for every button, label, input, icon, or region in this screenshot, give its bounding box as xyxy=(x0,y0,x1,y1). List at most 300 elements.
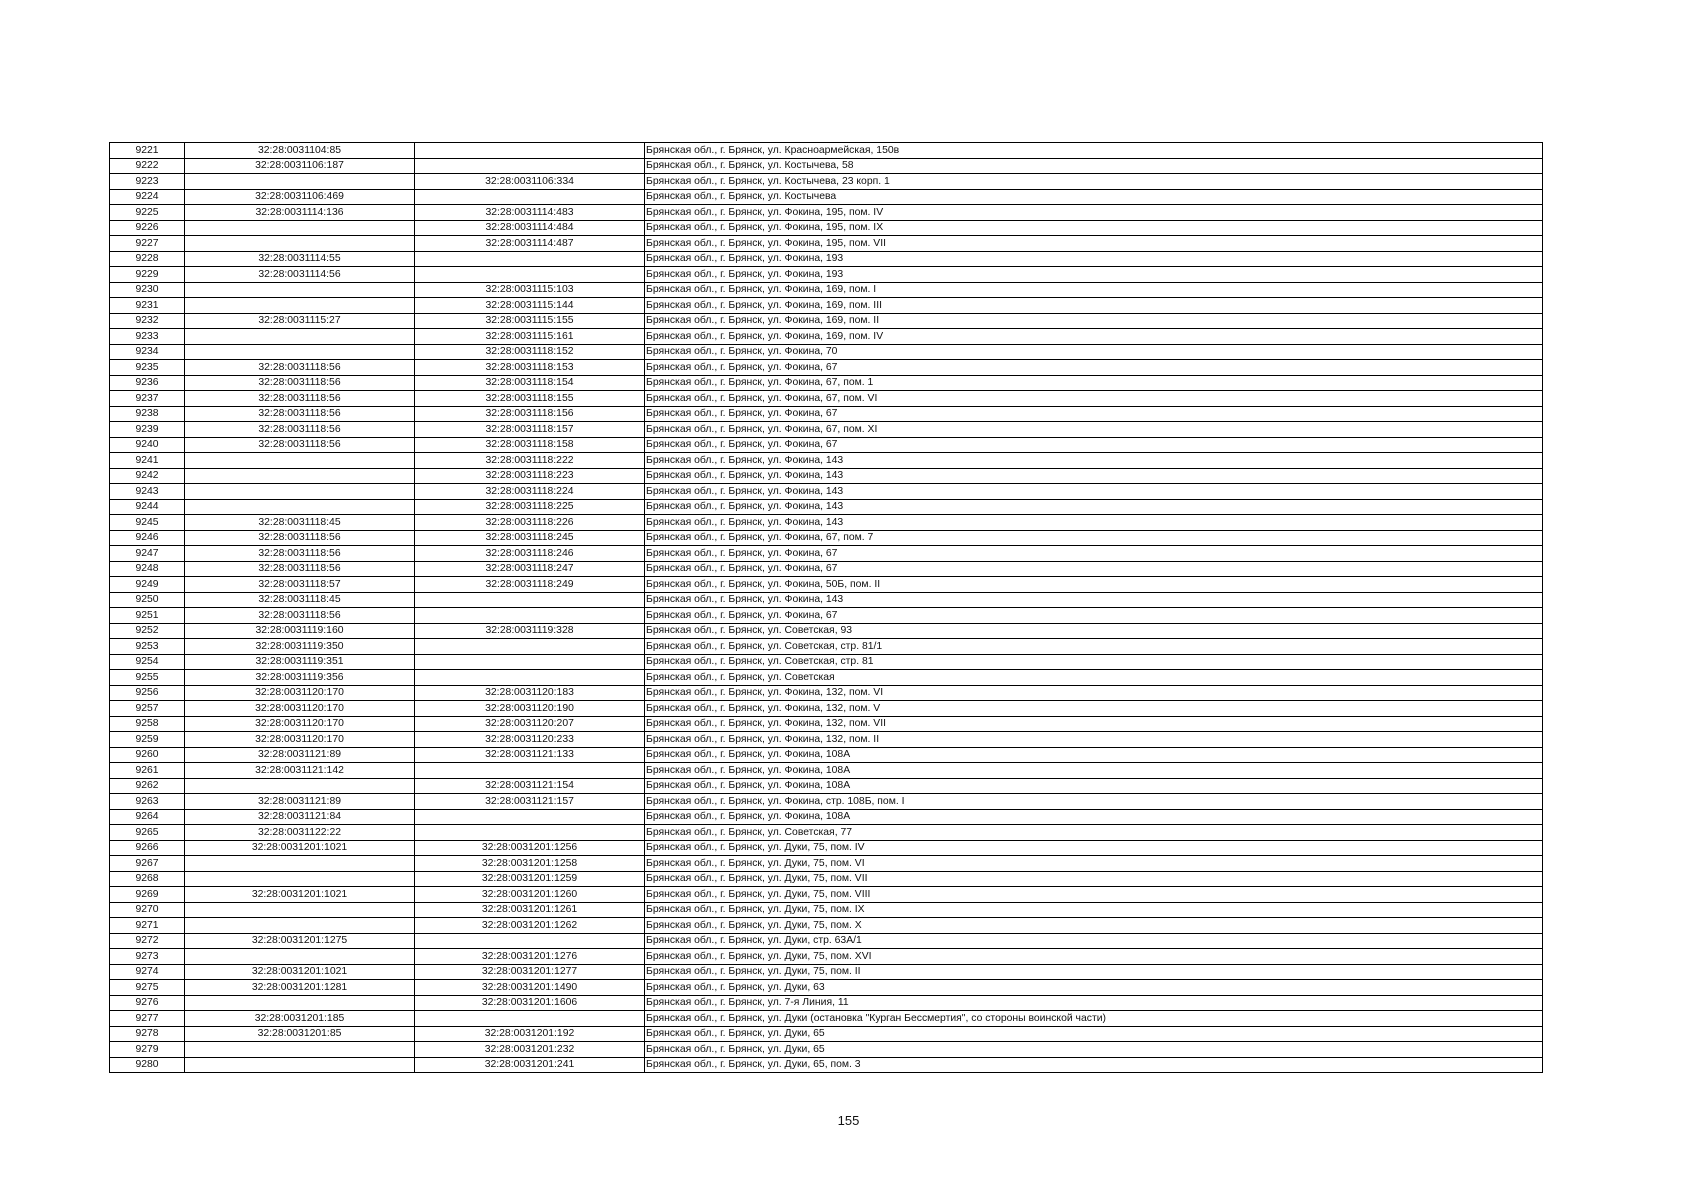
object-cadastral-cell: 32:28:0031115:161 xyxy=(415,329,645,345)
table-row xyxy=(110,437,1543,453)
address-cell: Брянская обл., г. Брянск, ул. Фокина, 143 xyxy=(645,515,1543,531)
row-number-cell: 9222 xyxy=(110,158,185,174)
parcel-cadastral-cell xyxy=(185,298,415,314)
object-cadastral-cell xyxy=(415,639,645,655)
address-cell: Брянская обл., г. Брянск, ул. Дуки, 75, пом. IX xyxy=(645,902,1543,918)
table-row xyxy=(110,313,1543,329)
table-row xyxy=(110,205,1543,221)
address-cell: Брянская обл., г. Брянск, ул. Фокина, 67, пом. 1 xyxy=(645,375,1543,391)
object-cadastral-cell: 32:28:0031106:334 xyxy=(415,174,645,190)
object-cadastral-cell: 32:28:0031119:328 xyxy=(415,623,645,639)
table-row xyxy=(110,685,1543,701)
object-cadastral-cell: 32:28:0031121:133 xyxy=(415,747,645,763)
row-number-cell: 9239 xyxy=(110,422,185,438)
parcel-cadastral-cell: 32:28:0031106:469 xyxy=(185,189,415,205)
address-cell: Брянская обл., г. Брянск, ул. Советская, стр. 81/1 xyxy=(645,639,1543,655)
object-cadastral-cell xyxy=(415,189,645,205)
parcel-cadastral-cell: 32:28:0031118:45 xyxy=(185,592,415,608)
object-cadastral-cell: 32:28:0031118:155 xyxy=(415,391,645,407)
row-number-cell: 9245 xyxy=(110,515,185,531)
table-row xyxy=(110,344,1543,360)
object-cadastral-cell: 32:28:0031118:154 xyxy=(415,375,645,391)
parcel-cadastral-cell xyxy=(185,902,415,918)
row-number-cell: 9270 xyxy=(110,902,185,918)
table-row xyxy=(110,298,1543,314)
parcel-cadastral-cell: 32:28:0031114:56 xyxy=(185,267,415,283)
row-number-cell: 9254 xyxy=(110,654,185,670)
address-cell: Брянская обл., г. Брянск, ул. Костычева, 58 xyxy=(645,158,1543,174)
row-number-cell: 9225 xyxy=(110,205,185,221)
address-cell: Брянская обл., г. Брянск, ул. Фокина, 169, пом. I xyxy=(645,282,1543,298)
object-cadastral-cell: 32:28:0031118:247 xyxy=(415,561,645,577)
registry-table xyxy=(109,142,1543,1073)
object-cadastral-cell xyxy=(415,251,645,267)
row-number-cell: 9265 xyxy=(110,825,185,841)
table-row xyxy=(110,499,1543,515)
object-cadastral-cell xyxy=(415,825,645,841)
parcel-cadastral-cell: 32:28:0031119:160 xyxy=(185,623,415,639)
parcel-cadastral-cell: 32:28:0031118:56 xyxy=(185,391,415,407)
object-cadastral-cell: 32:28:0031118:153 xyxy=(415,360,645,376)
address-cell: Брянская обл., г. Брянск, ул. Фокина, 67 xyxy=(645,437,1543,453)
parcel-cadastral-cell: 32:28:0031114:55 xyxy=(185,251,415,267)
address-cell: Брянская обл., г. Брянск, ул. Фокина, 169, пом. III xyxy=(645,298,1543,314)
address-cell: Брянская обл., г. Брянск, ул. Фокина, 143 xyxy=(645,453,1543,469)
object-cadastral-cell: 32:28:0031118:245 xyxy=(415,530,645,546)
parcel-cadastral-cell xyxy=(185,484,415,500)
row-number-cell: 9238 xyxy=(110,406,185,422)
table-row xyxy=(110,871,1543,887)
parcel-cadastral-cell: 32:28:0031118:56 xyxy=(185,530,415,546)
table-row xyxy=(110,825,1543,841)
table-row xyxy=(110,856,1543,872)
parcel-cadastral-cell xyxy=(185,468,415,484)
parcel-cadastral-cell xyxy=(185,220,415,236)
table-row xyxy=(110,933,1543,949)
table-row xyxy=(110,422,1543,438)
object-cadastral-cell: 32:28:0031121:157 xyxy=(415,794,645,810)
object-cadastral-cell: 32:28:0031118:156 xyxy=(415,406,645,422)
parcel-cadastral-cell: 32:28:0031118:56 xyxy=(185,360,415,376)
parcel-cadastral-cell: 32:28:0031118:45 xyxy=(185,515,415,531)
address-cell: Брянская обл., г. Брянск, ул. Дуки, 75, пом. XVI xyxy=(645,949,1543,965)
table-row xyxy=(110,794,1543,810)
row-number-cell: 9258 xyxy=(110,716,185,732)
parcel-cadastral-cell xyxy=(185,918,415,934)
table-row xyxy=(110,949,1543,965)
object-cadastral-cell xyxy=(415,670,645,686)
object-cadastral-cell: 32:28:0031201:192 xyxy=(415,1026,645,1042)
address-cell: Брянская обл., г. Брянск, ул. Дуки, 75, пом. VIII xyxy=(645,887,1543,903)
row-number-cell: 9232 xyxy=(110,313,185,329)
row-number-cell: 9247 xyxy=(110,546,185,562)
object-cadastral-cell: 32:28:0031201:1260 xyxy=(415,887,645,903)
row-number-cell: 9266 xyxy=(110,840,185,856)
row-number-cell: 9240 xyxy=(110,437,185,453)
object-cadastral-cell: 32:28:0031118:249 xyxy=(415,577,645,593)
address-cell: Брянская обл., г. Брянск, ул. Фокина, 132, пом. V xyxy=(645,701,1543,717)
object-cadastral-cell xyxy=(415,158,645,174)
address-cell: Брянская обл., г. Брянск, ул. Фокина, 67, пом. XI xyxy=(645,422,1543,438)
address-cell: Брянская обл., г. Брянск, ул. Фокина, 70 xyxy=(645,344,1543,360)
table-row xyxy=(110,391,1543,407)
row-number-cell: 9261 xyxy=(110,763,185,779)
parcel-cadastral-cell: 32:28:0031201:1021 xyxy=(185,840,415,856)
row-number-cell: 9262 xyxy=(110,778,185,794)
parcel-cadastral-cell: 32:28:0031121:89 xyxy=(185,747,415,763)
parcel-cadastral-cell xyxy=(185,949,415,965)
table-row xyxy=(110,406,1543,422)
table-row xyxy=(110,143,1543,159)
address-cell: Брянская обл., г. Брянск, ул. Фокина, 50Б, пом. II xyxy=(645,577,1543,593)
registry-table-body xyxy=(110,143,1543,1073)
parcel-cadastral-cell: 32:28:0031119:351 xyxy=(185,654,415,670)
table-row xyxy=(110,809,1543,825)
address-cell: Брянская обл., г. Брянск, ул. Фокина, 143 xyxy=(645,499,1543,515)
parcel-cadastral-cell: 32:28:0031201:1275 xyxy=(185,933,415,949)
table-row xyxy=(110,468,1543,484)
address-cell: Брянская обл., г. Брянск, ул. Дуки, 65, пом. 3 xyxy=(645,1057,1543,1073)
object-cadastral-cell: 32:28:0031201:1276 xyxy=(415,949,645,965)
parcel-cadastral-cell: 32:28:0031118:56 xyxy=(185,561,415,577)
table-row xyxy=(110,623,1543,639)
parcel-cadastral-cell xyxy=(185,236,415,252)
row-number-cell: 9244 xyxy=(110,499,185,515)
object-cadastral-cell: 32:28:0031121:154 xyxy=(415,778,645,794)
object-cadastral-cell: 32:28:0031118:157 xyxy=(415,422,645,438)
parcel-cadastral-cell: 32:28:0031201:1021 xyxy=(185,887,415,903)
page-number: 155 xyxy=(837,1113,860,1128)
row-number-cell: 9269 xyxy=(110,887,185,903)
parcel-cadastral-cell: 32:28:0031201:1021 xyxy=(185,964,415,980)
table-row xyxy=(110,902,1543,918)
table-row xyxy=(110,1026,1543,1042)
row-number-cell: 9228 xyxy=(110,251,185,267)
row-number-cell: 9243 xyxy=(110,484,185,500)
parcel-cadastral-cell xyxy=(185,1042,415,1058)
row-number-cell: 9227 xyxy=(110,236,185,252)
address-cell: Брянская обл., г. Брянск, ул. Фокина, 143 xyxy=(645,468,1543,484)
table-row xyxy=(110,918,1543,934)
parcel-cadastral-cell: 32:28:0031120:170 xyxy=(185,701,415,717)
address-cell: Брянская обл., г. Брянск, ул. Советская xyxy=(645,670,1543,686)
object-cadastral-cell: 32:28:0031114:487 xyxy=(415,236,645,252)
parcel-cadastral-cell: 32:28:0031114:136 xyxy=(185,205,415,221)
row-number-cell: 9224 xyxy=(110,189,185,205)
table-row xyxy=(110,360,1543,376)
object-cadastral-cell: 32:28:0031115:144 xyxy=(415,298,645,314)
row-number-cell: 9267 xyxy=(110,856,185,872)
address-cell: Брянская обл., г. Брянск, ул. Дуки, 75, пом. II xyxy=(645,964,1543,980)
row-number-cell: 9275 xyxy=(110,980,185,996)
object-cadastral-cell: 32:28:0031118:226 xyxy=(415,515,645,531)
row-number-cell: 9252 xyxy=(110,623,185,639)
address-cell: Брянская обл., г. Брянск, ул. Фокина, 143 xyxy=(645,484,1543,500)
row-number-cell: 9277 xyxy=(110,1011,185,1027)
table-row xyxy=(110,546,1543,562)
address-cell: Брянская обл., г. Брянск, ул. Дуки, 75, пом. VII xyxy=(645,871,1543,887)
table-row xyxy=(110,453,1543,469)
table-row xyxy=(110,174,1543,190)
parcel-cadastral-cell: 32:28:0031121:89 xyxy=(185,794,415,810)
row-number-cell: 9255 xyxy=(110,670,185,686)
table-row xyxy=(110,995,1543,1011)
table-row xyxy=(110,561,1543,577)
parcel-cadastral-cell: 32:28:0031118:56 xyxy=(185,375,415,391)
row-number-cell: 9280 xyxy=(110,1057,185,1073)
row-number-cell: 9241 xyxy=(110,453,185,469)
object-cadastral-cell: 32:28:0031120:207 xyxy=(415,716,645,732)
row-number-cell: 9248 xyxy=(110,561,185,577)
parcel-cadastral-cell: 32:28:0031201:1281 xyxy=(185,980,415,996)
object-cadastral-cell xyxy=(415,608,645,624)
object-cadastral-cell: 32:28:0031118:224 xyxy=(415,484,645,500)
address-cell: Брянская обл., г. Брянск, ул. Дуки, 75, пом. VI xyxy=(645,856,1543,872)
address-cell: Брянская обл., г. Брянск, ул. Фокина, 67, пом. 7 xyxy=(645,530,1543,546)
object-cadastral-cell: 32:28:0031114:483 xyxy=(415,205,645,221)
table-row xyxy=(110,329,1543,345)
row-number-cell: 9271 xyxy=(110,918,185,934)
address-cell: Брянская обл., г. Брянск, ул. Фокина, 132, пом. VII xyxy=(645,716,1543,732)
address-cell: Брянская обл., г. Брянск, ул. Фокина, 67 xyxy=(645,406,1543,422)
parcel-cadastral-cell xyxy=(185,174,415,190)
object-cadastral-cell xyxy=(415,143,645,159)
row-number-cell: 9274 xyxy=(110,964,185,980)
table-row xyxy=(110,747,1543,763)
object-cadastral-cell: 32:28:0031120:233 xyxy=(415,732,645,748)
table-row xyxy=(110,577,1543,593)
row-number-cell: 9249 xyxy=(110,577,185,593)
table-row xyxy=(110,763,1543,779)
table-row xyxy=(110,887,1543,903)
address-cell: Брянская обл., г. Брянск, ул. Фокина, 195, пом. VII xyxy=(645,236,1543,252)
table-row xyxy=(110,639,1543,655)
address-cell: Брянская обл., г. Брянск, ул. Советская, стр. 81 xyxy=(645,654,1543,670)
parcel-cadastral-cell xyxy=(185,344,415,360)
row-number-cell: 9234 xyxy=(110,344,185,360)
parcel-cadastral-cell: 32:28:0031122:22 xyxy=(185,825,415,841)
row-number-cell: 9233 xyxy=(110,329,185,345)
table-row xyxy=(110,220,1543,236)
object-cadastral-cell: 32:28:0031118:152 xyxy=(415,344,645,360)
row-number-cell: 9276 xyxy=(110,995,185,1011)
parcel-cadastral-cell xyxy=(185,282,415,298)
object-cadastral-cell xyxy=(415,267,645,283)
object-cadastral-cell xyxy=(415,654,645,670)
address-cell: Брянская обл., г. Брянск, ул. Дуки, 65 xyxy=(645,1026,1543,1042)
object-cadastral-cell xyxy=(415,1011,645,1027)
row-number-cell: 9279 xyxy=(110,1042,185,1058)
address-cell: Брянская обл., г. Брянск, ул. Фокина, 67 xyxy=(645,360,1543,376)
row-number-cell: 9264 xyxy=(110,809,185,825)
row-number-cell: 9268 xyxy=(110,871,185,887)
object-cadastral-cell: 32:28:0031201:1606 xyxy=(415,995,645,1011)
parcel-cadastral-cell: 32:28:0031118:56 xyxy=(185,406,415,422)
address-cell: Брянская обл., г. Брянск, ул. Советская, 77 xyxy=(645,825,1543,841)
parcel-cadastral-cell xyxy=(185,856,415,872)
object-cadastral-cell: 32:28:0031115:103 xyxy=(415,282,645,298)
row-number-cell: 9226 xyxy=(110,220,185,236)
address-cell: Брянская обл., г. Брянск, ул. Дуки, 75, пом. IV xyxy=(645,840,1543,856)
row-number-cell: 9237 xyxy=(110,391,185,407)
object-cadastral-cell: 32:28:0031201:1277 xyxy=(415,964,645,980)
row-number-cell: 9259 xyxy=(110,732,185,748)
address-cell: Брянская обл., г. Брянск, ул. Фокина, 67 xyxy=(645,561,1543,577)
table-row xyxy=(110,1057,1543,1073)
object-cadastral-cell: 32:28:0031201:232 xyxy=(415,1042,645,1058)
table-row xyxy=(110,964,1543,980)
object-cadastral-cell: 32:28:0031118:222 xyxy=(415,453,645,469)
row-number-cell: 9263 xyxy=(110,794,185,810)
address-cell: Брянская обл., г. Брянск, ул. Фокина, 67, пом. VI xyxy=(645,391,1543,407)
address-cell: Брянская обл., г. Брянск, ул. Фокина, 132, пом. VI xyxy=(645,685,1543,701)
parcel-cadastral-cell: 32:28:0031118:56 xyxy=(185,546,415,562)
parcel-cadastral-cell xyxy=(185,1057,415,1073)
object-cadastral-cell: 32:28:0031201:241 xyxy=(415,1057,645,1073)
row-number-cell: 9253 xyxy=(110,639,185,655)
object-cadastral-cell: 32:28:0031201:1490 xyxy=(415,980,645,996)
row-number-cell: 9256 xyxy=(110,685,185,701)
parcel-cadastral-cell: 32:28:0031118:56 xyxy=(185,608,415,624)
object-cadastral-cell xyxy=(415,592,645,608)
table-row xyxy=(110,189,1543,205)
object-cadastral-cell: 32:28:0031118:225 xyxy=(415,499,645,515)
table-row xyxy=(110,701,1543,717)
table-row xyxy=(110,267,1543,283)
address-cell: Брянская обл., г. Брянск, ул. Фокина, 132, пом. II xyxy=(645,732,1543,748)
address-cell: Брянская обл., г. Брянск, ул. Дуки, 75, пом. X xyxy=(645,918,1543,934)
address-cell: Брянская обл., г. Брянск, ул. Фокина, 67 xyxy=(645,608,1543,624)
address-cell: Брянская обл., г. Брянск, ул. Дуки, 63 xyxy=(645,980,1543,996)
parcel-cadastral-cell: 32:28:0031104:85 xyxy=(185,143,415,159)
table-row xyxy=(110,778,1543,794)
object-cadastral-cell xyxy=(415,933,645,949)
address-cell: Брянская обл., г. Брянск, ул. Фокина, стр. 108Б, пом. I xyxy=(645,794,1543,810)
row-number-cell: 9260 xyxy=(110,747,185,763)
table-row xyxy=(110,654,1543,670)
table-row xyxy=(110,484,1543,500)
parcel-cadastral-cell: 32:28:0031201:85 xyxy=(185,1026,415,1042)
parcel-cadastral-cell: 32:28:0031120:170 xyxy=(185,732,415,748)
parcel-cadastral-cell: 32:28:0031115:27 xyxy=(185,313,415,329)
object-cadastral-cell: 32:28:0031120:183 xyxy=(415,685,645,701)
table-row xyxy=(110,236,1543,252)
row-number-cell: 9221 xyxy=(110,143,185,159)
row-number-cell: 9250 xyxy=(110,592,185,608)
parcel-cadastral-cell xyxy=(185,778,415,794)
row-number-cell: 9273 xyxy=(110,949,185,965)
parcel-cadastral-cell xyxy=(185,499,415,515)
address-cell: Брянская обл., г. Брянск, ул. Костычева, 23 корп. 1 xyxy=(645,174,1543,190)
address-cell: Брянская обл., г. Брянск, ул. Фокина, 169, пом. IV xyxy=(645,329,1543,345)
table-row xyxy=(110,251,1543,267)
table-row xyxy=(110,980,1543,996)
address-cell: Брянская обл., г. Брянск, ул. Дуки, стр. 63А/1 xyxy=(645,933,1543,949)
address-cell: Брянская обл., г. Брянск, ул. Фокина, 193 xyxy=(645,251,1543,267)
address-cell: Брянская обл., г. Брянск, ул. Красноармейская, 150в xyxy=(645,143,1543,159)
parcel-cadastral-cell: 32:28:0031121:142 xyxy=(185,763,415,779)
address-cell: Брянская обл., г. Брянск, ул. Фокина, 195, пом. IV xyxy=(645,205,1543,221)
row-number-cell: 9251 xyxy=(110,608,185,624)
parcel-cadastral-cell: 32:28:0031118:56 xyxy=(185,422,415,438)
parcel-cadastral-cell xyxy=(185,453,415,469)
parcel-cadastral-cell: 32:28:0031201:185 xyxy=(185,1011,415,1027)
address-cell: Брянская обл., г. Брянск, ул. Фокина, 169, пом. II xyxy=(645,313,1543,329)
table-row xyxy=(110,282,1543,298)
address-cell: Брянская обл., г. Брянск, ул. Фокина, 108А xyxy=(645,809,1543,825)
row-number-cell: 9236 xyxy=(110,375,185,391)
parcel-cadastral-cell: 32:28:0031106:187 xyxy=(185,158,415,174)
address-cell: Брянская обл., г. Брянск, ул. Фокина, 67 xyxy=(645,546,1543,562)
row-number-cell: 9246 xyxy=(110,530,185,546)
parcel-cadastral-cell: 32:28:0031121:84 xyxy=(185,809,415,825)
row-number-cell: 9223 xyxy=(110,174,185,190)
table-row xyxy=(110,1042,1543,1058)
table-row xyxy=(110,670,1543,686)
parcel-cadastral-cell: 32:28:0031119:356 xyxy=(185,670,415,686)
table-row xyxy=(110,716,1543,732)
address-cell: Брянская обл., г. Брянск, ул. Дуки, 65 xyxy=(645,1042,1543,1058)
table-row xyxy=(110,158,1543,174)
table-row xyxy=(110,840,1543,856)
object-cadastral-cell: 32:28:0031201:1259 xyxy=(415,871,645,887)
address-cell: Брянская обл., г. Брянск, ул. Фокина, 108А xyxy=(645,763,1543,779)
table-row xyxy=(110,375,1543,391)
address-cell: Брянская обл., г. Брянск, ул. 7-я Линия, 11 xyxy=(645,995,1543,1011)
parcel-cadastral-cell xyxy=(185,329,415,345)
object-cadastral-cell xyxy=(415,763,645,779)
object-cadastral-cell: 32:28:0031118:223 xyxy=(415,468,645,484)
parcel-cadastral-cell: 32:28:0031120:170 xyxy=(185,685,415,701)
table-row xyxy=(110,732,1543,748)
row-number-cell: 9235 xyxy=(110,360,185,376)
object-cadastral-cell: 32:28:0031120:190 xyxy=(415,701,645,717)
address-cell: Брянская обл., г. Брянск, ул. Фокина, 108А xyxy=(645,778,1543,794)
row-number-cell: 9272 xyxy=(110,933,185,949)
address-cell: Брянская обл., г. Брянск, ул. Советская, 93 xyxy=(645,623,1543,639)
object-cadastral-cell: 32:28:0031115:155 xyxy=(415,313,645,329)
row-number-cell: 9229 xyxy=(110,267,185,283)
table-row xyxy=(110,530,1543,546)
object-cadastral-cell: 32:28:0031201:1258 xyxy=(415,856,645,872)
address-cell: Брянская обл., г. Брянск, ул. Дуки (остановка "Курган Бессмертия", со стороны воинской части) xyxy=(645,1011,1543,1027)
parcel-cadastral-cell xyxy=(185,871,415,887)
row-number-cell: 9278 xyxy=(110,1026,185,1042)
address-cell: Брянская обл., г. Брянск, ул. Костычева xyxy=(645,189,1543,205)
table-row xyxy=(110,608,1543,624)
object-cadastral-cell: 32:28:0031114:484 xyxy=(415,220,645,236)
table-row xyxy=(110,515,1543,531)
object-cadastral-cell: 32:28:0031201:1261 xyxy=(415,902,645,918)
table-row xyxy=(110,1011,1543,1027)
address-cell: Брянская обл., г. Брянск, ул. Фокина, 108А xyxy=(645,747,1543,763)
parcel-cadastral-cell xyxy=(185,995,415,1011)
object-cadastral-cell: 32:28:0031201:1256 xyxy=(415,840,645,856)
address-cell: Брянская обл., г. Брянск, ул. Фокина, 193 xyxy=(645,267,1543,283)
parcel-cadastral-cell: 32:28:0031118:56 xyxy=(185,437,415,453)
row-number-cell: 9257 xyxy=(110,701,185,717)
parcel-cadastral-cell: 32:28:0031119:350 xyxy=(185,639,415,655)
parcel-cadastral-cell: 32:28:0031118:57 xyxy=(185,577,415,593)
row-number-cell: 9242 xyxy=(110,468,185,484)
parcel-cadastral-cell: 32:28:0031120:170 xyxy=(185,716,415,732)
object-cadastral-cell: 32:28:0031118:246 xyxy=(415,546,645,562)
object-cadastral-cell xyxy=(415,809,645,825)
object-cadastral-cell: 32:28:0031118:158 xyxy=(415,437,645,453)
address-cell: Брянская обл., г. Брянск, ул. Фокина, 195, пом. IX xyxy=(645,220,1543,236)
row-number-cell: 9231 xyxy=(110,298,185,314)
address-cell: Брянская обл., г. Брянск, ул. Фокина, 143 xyxy=(645,592,1543,608)
